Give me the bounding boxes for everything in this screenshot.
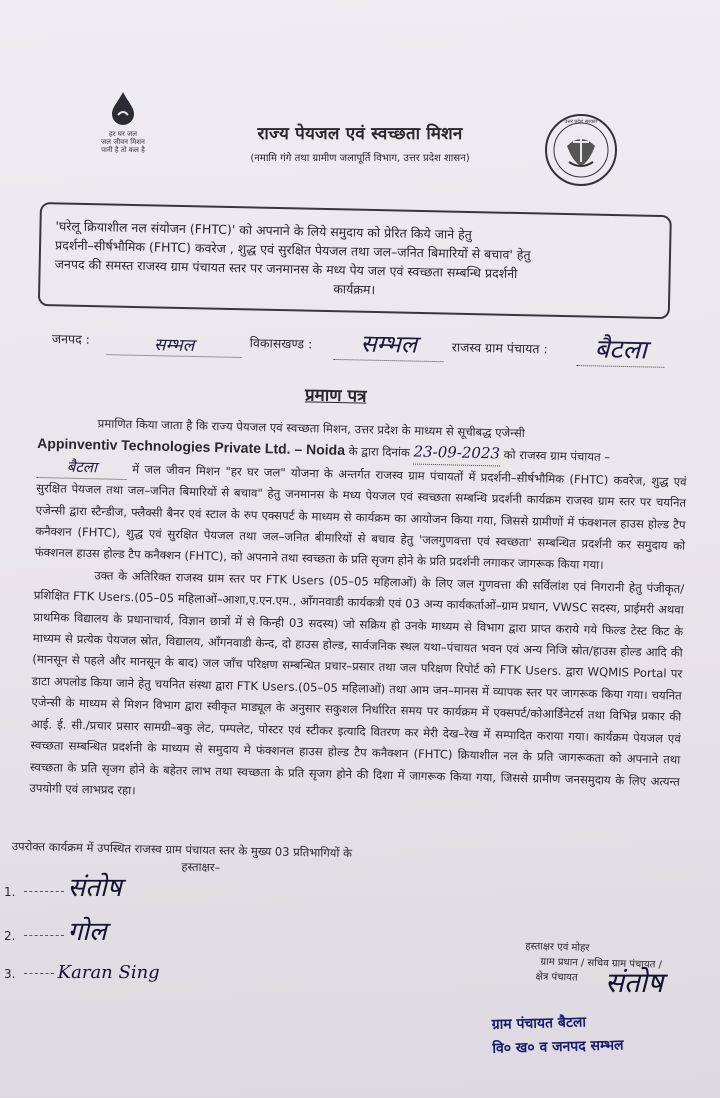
header-subtitle: (नमामि गंगे तथा ग्रामीण जलापूर्ति विभाग, उत्तर प्रदेश शासन) [250, 153, 470, 164]
signature-number: 1. [4, 885, 16, 899]
body-para-1-start: प्रमाणित किया जाता है कि राज्य पेयजल एवं स्वच्छता मिशन, उत्तर प्रदेश के माध्यम से सूचीबद्ध एजेन्सी [97, 416, 525, 441]
subject-line-2: प्रदर्शनी–सीर्षभौमिक (FHTC) कवरेज , शुद्ध एवं सुरक्षित पेयजल तथा जल–जनित बिमारियों से बचाव' हेतु [54, 237, 531, 263]
agency-name: Appinventiv Technologies Private Ltd. – Noida [37, 435, 346, 459]
subject-line-3: जनपद की समस्त राजस्व ग्राम पंचायत स्तर पर जनमानस के मध्य पेय जल एवं स्वच्छता सम्बन्धि प्रदर्शनी [54, 256, 518, 282]
janpad-field [106, 331, 241, 358]
gram-panchayat-value: बैटला [594, 334, 648, 366]
sign-seal-label: हस्ताक्षर एवं मोहर [525, 941, 590, 954]
logo-line-3: पानी है तो कल है [101, 146, 145, 154]
janpad-value: सम्भल [153, 335, 195, 356]
participant-signature-2 [4, 912, 304, 948]
vikaskhand-field [333, 326, 444, 362]
subject-line-4: कार्यक्रम। [333, 281, 376, 298]
har-ghar-jal-logo [78, 90, 168, 154]
emblem-text: उत्तर प्रदेश सरकार [564, 119, 598, 125]
certificate-body [29, 412, 688, 814]
pradhan-signature: संतोष [605, 966, 664, 999]
vikaskhand-label: विकासखण्ड : [249, 335, 313, 352]
header [200, 121, 520, 164]
program-date: 23-09-2023 [413, 442, 500, 466]
signature-name: संतोष [67, 873, 122, 903]
body-para-1-text: में जल जीवन मिशन "हर घर जल" योजना के अन्तर्गत राजस्व ग्राम पंचायतों में प्रदर्शनी–सीर्षभौमिक (FHTC) कवरेज, शुद्ध एवं सुरक्षित पेयजल तथा जल–जनित बिमारियों से बचाव" हेतु जनमानस के मध्य पेयजल एवं स्वच्छता सम्बन्धि प्रदर्शनी कार्यक्रम राजस्व ग्राम स्तर पर चयनित एजेन्सी द्वारा स्टैन्डीज, फ्लैक्सी बैनर एवं स्टाल के रुप एक्सपर्ट के माध्यम से कार्यक्रम का आयोजन किया गया, जिससे ग्रामीणों में फंक्शनल हाउस होल्ड टैप कनैक्शन (FHTC), शुद्ध एवं सुरक्षित पेयजल तथा जल–जनित बीमारियों से बचाव हेतु 'जलगुणवत्ता एवं स्वच्छता' सम्बन्धित प्रदर्शनी कर समुदाय को फंक्शनल हाउस होल्ड टैप कनैक्शन (FHTC), को अपनाने तथा स्वच्छता के प्रति सृजग होने के प्रति प्रदर्शनी लगाकर जागरूक किया गया। [34, 461, 687, 573]
subject-line-1: 'घरेलू क्रियाशील नल संयोजन (FHTC)' को अपनाने के लिये समुदाय को प्रेरित किये जाने हेतु [55, 218, 473, 243]
attendance-line-2: हस्ताक्षर– [181, 859, 221, 875]
attendance-line-1: उपरोक्त कार्यक्रम में उपस्थित राजस्व ग्राम पंचायत स्तर के मुख्य 03 प्रतिभागियों के [11, 838, 353, 861]
signature-line [24, 891, 64, 892]
logo-line-2: जल जीवन मिशन [101, 138, 145, 146]
gram-panchayat-label-inline: को राजस्व ग्राम पंचायत – [503, 447, 611, 465]
signature-number: 2. [4, 929, 16, 943]
header-title: राज्य पेयजल एवं स्वच्छता मिशन [257, 124, 463, 144]
logo-line-1: हर घर जल [109, 130, 137, 138]
by-date-label: के द्वारा दिनांक [348, 444, 411, 460]
up-government-emblem-icon [543, 112, 619, 188]
janpad-label: जनपद : [51, 330, 91, 347]
vikaskhand-value: सम्भल [360, 329, 418, 359]
participant-signature-3 [4, 962, 304, 983]
participant-signature-1 [4, 868, 304, 904]
pradhan-label: ग्राम प्रधान / सचिव ग्राम पंचायत / [540, 956, 663, 971]
gram-panchayat-field [576, 329, 665, 368]
gram-panchayat-label: राजस्व ग्राम पंचायत : [451, 339, 548, 357]
body-para-2: उक्त के अतिरिक्त राजस्व ग्राम स्तर पर FTK Users (05–05 महिलाओं) के लिए जल गुणवत्ता की सर्विलांश एवं निगरानी हेतु पंजीकृत/प्रशिक्षित FTK Users.(05–05 महिलाओं–आशा,ए.एन.एम., आँगनवाडी कार्यकत्री एवं 03 अन्य कार्यकर्ताओं–ग्राम प्रधान, VWSC सदस्य, प्राईमरी अथवा प्राथमिक विद्यालय के प्रधानाचार्य, विज्ञान छात्रों में से किन्ही 03 सदस्य) जो सक्रिय हो उनके माध्यम से विभाग द्वारा प्राप्त कराये गये फिल्ड टेस्ट किट के माध्यम से प्रत्येक पेयजल स्रोत, विद्यालय, आँगनवाडी केन्द, दो हाउस होल्ड, सार्वजनिक स्थल यथा–पंचायत भवन एवं अन्य निजि स्रोत/हाउस होल्ड आदि की (मानसून से पहले और मानसून के बाद) जल जाँच परिक्षण सम्बन्धित प्रचार–प्रसार तथा जल परिक्षण रिपोर्ट को FTK Users. द्वारा WQMIS Portal पर डाटा अपलोड किया जाने हेतु चयनित संस्था द्वारा FTK Users.(05–05 महिलाओं) तथा आम जन–मानस में व्यापक स्तर पर जागरूक किया गया। चयनित एजेन्सी के माध्यम से मिशन विभाग द्वारा स्वीकृत माड्यूल के अनुसार सकुशल निर्धारित समय पर कार्यक्रम में एक्सपर्ट/कोआर्डिनेटर्स तथा विभिन्न प्रकार की आई. ई. सी./प्रचार प्रसार सामग्री–बकु लेट, पम्पलेट, पोस्टर एवं स्टीकर इत्यादि वितरण कर मेरी देख–रेख में सम्पादित कराया गया। कार्यक्रम पेयजल एवं स्वच्छता सम्बन्धित प्रदर्शनी के माध्यम से समुदाय मे फंक्शनल हाउस होल्ड टैप कनैक्शन (FHTC) क्रियाशील नल के प्रति जागरूकता को अपनाने तथा स्वच्छता के प्रति सृजग होने के बहेतर लाभ तथा स्वच्छता के प्रति सृजग होने की दिशा में जागरूक किया गया, जिससे ग्रामीण जनसमुदाय के लिए अत्यन्त उपयोगी एवं लाभप्रद रहा। [29, 568, 685, 798]
stamp-line-2: वि० ख० व जनपद सम्भल [492, 1037, 624, 1057]
water-drop-icon [108, 90, 138, 126]
signature-name: Karan Sing [57, 962, 160, 983]
signature-line [24, 935, 64, 936]
signature-name: गोल [67, 917, 107, 947]
stamp-line-1: ग्राम पंचायत बैटला [491, 1014, 587, 1033]
subject-box [38, 202, 672, 319]
gram-panchayat-stamp [491, 1007, 712, 1061]
location-fields [51, 330, 692, 383]
signature-line [24, 973, 54, 974]
kshetra-panchayat-label: क्षेत्र पंचायत [535, 971, 578, 984]
body-para-1-rest [35, 456, 687, 579]
gram-handwritten: बैटला [36, 456, 127, 480]
certificate-title: प्रमाण पत्र [304, 385, 367, 407]
signature-number: 3. [4, 967, 16, 981]
